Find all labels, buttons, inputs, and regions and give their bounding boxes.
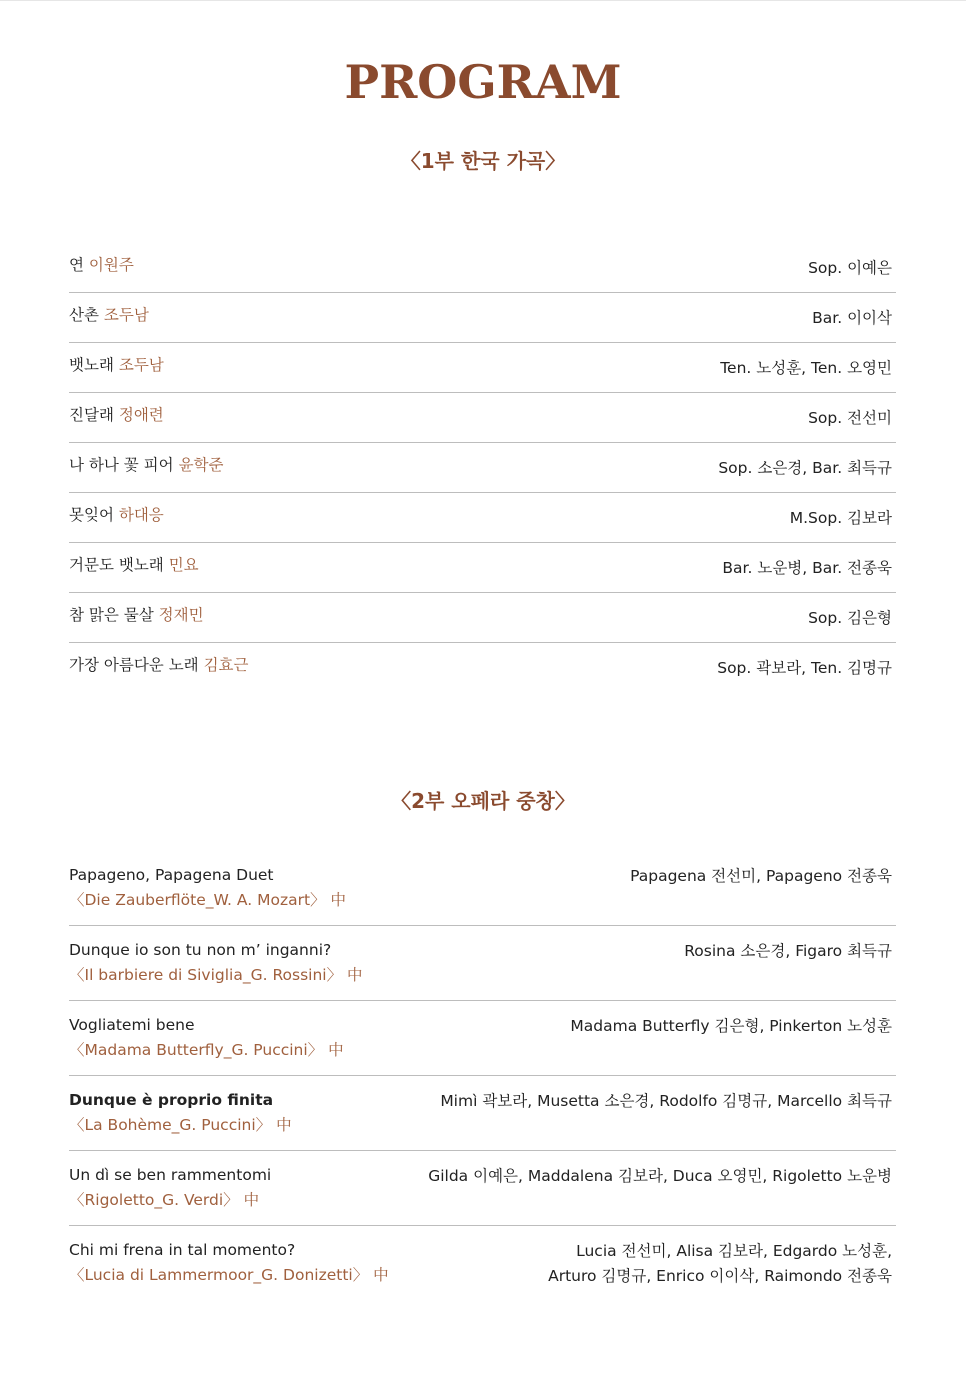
cast-line: Lucia 전선미, Alisa 김보라, Edgardo 노성훈, bbox=[576, 1242, 892, 1260]
cast-line: Papagena 전선미, Papageno 전종욱 bbox=[630, 867, 892, 885]
song-title: 뱃노래 bbox=[69, 356, 114, 374]
song-title: 연 bbox=[69, 256, 84, 274]
cast-list bbox=[548, 1239, 892, 1289]
program-row bbox=[69, 343, 896, 393]
program-row bbox=[69, 443, 896, 493]
song-title: 가장 아름다운 노래 bbox=[69, 656, 199, 674]
page-title: PROGRAM bbox=[344, 55, 622, 109]
song-title: 참 맑은 물살 bbox=[69, 606, 154, 624]
song-entry bbox=[69, 505, 164, 525]
song-entry bbox=[69, 405, 164, 425]
performer: Sop. 소은경, Bar. 최득규 bbox=[718, 459, 892, 477]
song-title: 나 하나 꽃 피어 bbox=[69, 456, 174, 474]
composer-name: 민요 bbox=[168, 556, 199, 574]
opera-source: 〈Madama Butterfly_G. Puccini〉 中 bbox=[69, 1041, 344, 1059]
composer-name: 하대응 bbox=[118, 506, 164, 524]
song-entry bbox=[69, 655, 249, 675]
program-row bbox=[69, 1151, 896, 1226]
song-title: 거문도 뱃노래 bbox=[69, 556, 164, 574]
performer: Sop. 전선미 bbox=[808, 409, 892, 427]
song-entry bbox=[69, 355, 164, 375]
performer: Sop. 김은형 bbox=[808, 609, 892, 627]
opera-source: 〈Il barbiere di Siviglia_G. Rossini〉 中 bbox=[69, 966, 363, 984]
song-entry bbox=[69, 455, 223, 475]
composer-name: 김효근 bbox=[203, 656, 249, 674]
composer-name: 이원주 bbox=[88, 256, 134, 274]
program-row bbox=[69, 543, 896, 593]
opera-source: 〈Die Zauberflöte_W. A. Mozart〉 中 bbox=[69, 891, 346, 909]
program-row bbox=[69, 293, 896, 343]
composer-name: 조두남 bbox=[118, 356, 164, 374]
cast-line: Madama Butterfly 김은형, Pinkerton 노성훈 bbox=[570, 1017, 892, 1035]
program-row bbox=[69, 243, 896, 293]
performer: M.Sop. 김보라 bbox=[789, 509, 892, 527]
song-title: 진달래 bbox=[69, 406, 114, 424]
song-title: 못잊어 bbox=[69, 506, 114, 524]
song-title: Papageno, Papagena Duet bbox=[69, 866, 274, 884]
song-title: Chi mi frena in tal momento? bbox=[69, 1241, 296, 1259]
program-row bbox=[69, 1226, 896, 1300]
song-title: Dunque io son tu non m’ inganni? bbox=[69, 941, 332, 959]
cast-line: Arturo 김명규, Enrico 이이삭, Raimondo 전종욱 bbox=[548, 1267, 892, 1285]
song-entry bbox=[69, 305, 149, 325]
song-title: 산촌 bbox=[69, 306, 99, 324]
program-row bbox=[69, 393, 896, 443]
composer-name: 정애련 bbox=[118, 406, 164, 424]
part2-program-list bbox=[69, 851, 896, 1300]
cast-line: Mimì 곽보라, Musetta 소은경, Rodolfo 김명규, Marcello 최득규 bbox=[440, 1092, 892, 1110]
program-row bbox=[69, 851, 896, 926]
cast-line: Gilda 이예은, Maddalena 김보라, Duca 오영민, Rigoletto 노운병 bbox=[428, 1167, 892, 1185]
performer: Ten. 노성훈, Ten. 오영민 bbox=[720, 359, 892, 377]
performer: Bar. 이이삭 bbox=[812, 309, 892, 327]
part1-program-list bbox=[69, 243, 896, 692]
song-entry bbox=[69, 255, 134, 275]
part2-heading: 〈2부 오페라 중창〉 bbox=[391, 789, 575, 813]
performer: Sop. 곽보라, Ten. 김명규 bbox=[717, 659, 892, 677]
program-row bbox=[69, 926, 896, 1001]
performer: Sop. 이예은 bbox=[808, 259, 892, 277]
cast-list bbox=[428, 1164, 892, 1189]
cast-list bbox=[630, 864, 892, 889]
program-row bbox=[69, 643, 896, 692]
composer-name: 윤학준 bbox=[178, 456, 224, 474]
cast-list bbox=[440, 1089, 892, 1114]
composer-name: 조두남 bbox=[103, 306, 149, 324]
song-title: Un dì se ben rammentomi bbox=[69, 1166, 272, 1184]
composer-name: 정재민 bbox=[158, 606, 204, 624]
cast-list bbox=[570, 1014, 892, 1039]
song-entry bbox=[69, 605, 204, 625]
program-row bbox=[69, 593, 896, 643]
song-title: Vogliatemi bene bbox=[69, 1016, 195, 1034]
song-title: Dunque è proprio finita bbox=[69, 1091, 274, 1109]
program-row bbox=[69, 1076, 896, 1151]
top-divider bbox=[0, 0, 966, 1]
part1-heading: 〈1부 한국 가곡〉 bbox=[400, 149, 566, 173]
opera-source: 〈Lucia di Lammermoor_G. Donizetti〉 中 bbox=[69, 1266, 389, 1284]
program-row bbox=[69, 493, 896, 543]
program-row bbox=[69, 1001, 896, 1076]
song-entry bbox=[69, 555, 199, 575]
cast-line: Rosina 소은경, Figaro 최득규 bbox=[684, 942, 892, 960]
opera-source: 〈La Bohème_G. Puccini〉 中 bbox=[69, 1116, 292, 1134]
cast-list bbox=[684, 939, 892, 964]
opera-source: 〈Rigoletto_G. Verdi〉 中 bbox=[69, 1191, 260, 1209]
performer: Bar. 노운병, Bar. 전종욱 bbox=[722, 559, 892, 577]
